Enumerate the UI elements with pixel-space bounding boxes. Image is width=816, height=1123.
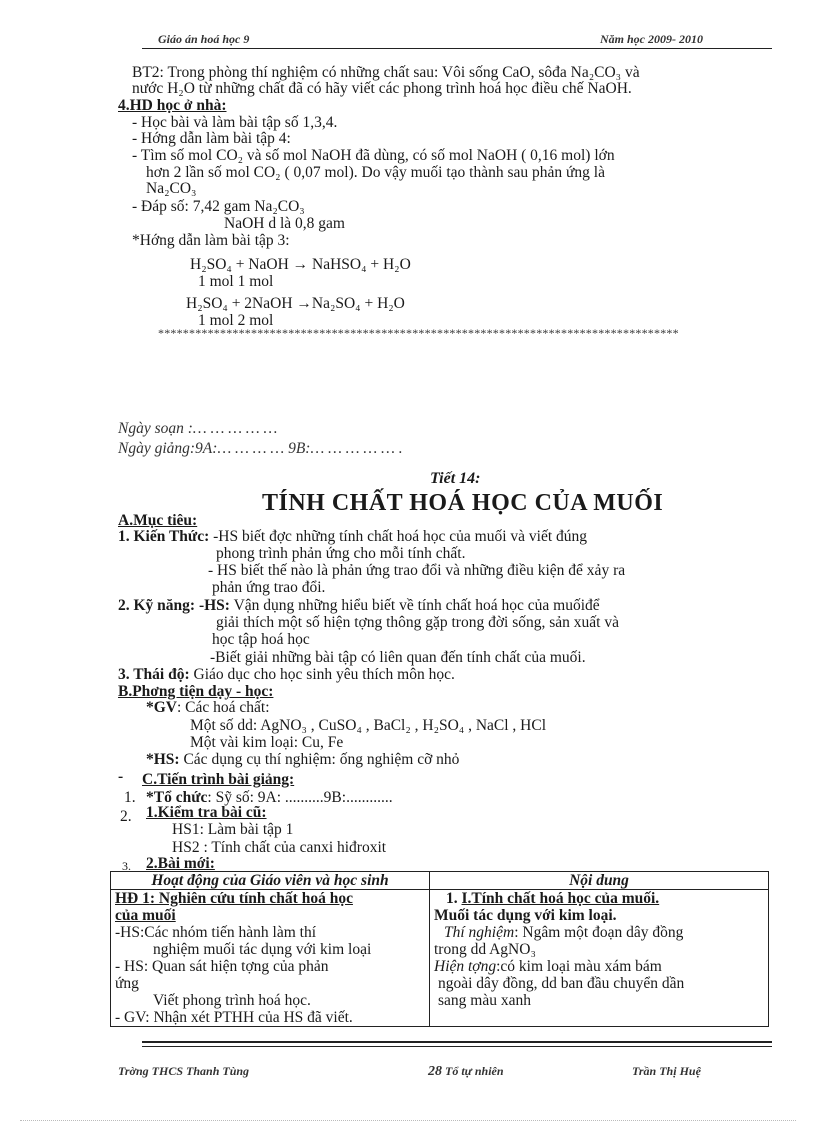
footer-group: Tổ tự nhiên <box>445 1064 504 1078</box>
organization-text: : Sỹ số: 9A: ..........9B:............ <box>207 789 393 806</box>
activity-line: - HS: Quan sát hiện tợng của phản <box>115 958 329 975</box>
attitude-label: 3. Thái độ: <box>118 666 190 683</box>
skills-text: Vận dụng những hiểu biết về tính chất hoá học của muốiđể <box>233 597 600 614</box>
lesson-title: TÍNH CHẤT HOÁ HỌC CỦA MUỐI <box>262 490 664 516</box>
skills-label: 2. Kỹ năng: <box>118 597 196 614</box>
table-header-row <box>111 872 769 890</box>
date-soan: Ngày soạn :… … … … … <box>118 420 278 437</box>
page-edge <box>20 1120 796 1121</box>
table-header-right: Nội dung <box>430 872 769 890</box>
process-bullet: - <box>118 768 124 785</box>
experiment-text: trong dd AgNO₃ <box>434 941 536 958</box>
knowledge-text: -HS biết đợc những tính chất hoá học của muối và viết đúng <box>213 528 588 545</box>
objectives-title: A.Mục tiêu: <box>118 512 198 529</box>
activity-line: -HS:Các nhóm tiến hành làm thí <box>115 924 317 941</box>
gv-text: : Các hoá chất: <box>177 699 270 716</box>
skills-text: giải thích một số hiện tợng thông gặp trong đời sống, sản xuất và <box>216 614 619 631</box>
activity-title-cont: của muối <box>115 907 176 924</box>
content-number: 1. <box>446 890 458 907</box>
organization-label: *Tổ chức <box>146 789 208 806</box>
hd-item: - Đáp số: 7,42 gam Na₂CO₃ <box>132 198 305 215</box>
date-giang: Ngày giảng:9A:… … … … 9B:… … … … … . <box>118 440 403 457</box>
knowledge-text: phong trình phản ứng cho mỗi tính chất. <box>216 545 466 562</box>
hd-item: - Tìm số mol CO₂ và số mol NaOH đã dùng, có số mol NaOH ( 0,16 mol) lớn <box>132 147 615 164</box>
gv-text: Một số dd: AgNO₃ , CuSO₄ , BaCl₂ , H₂SO₄ , NaCl , HCl <box>190 717 547 734</box>
list-number: 2. <box>120 808 132 825</box>
content-cell <box>430 890 769 1027</box>
activity-title: HĐ 1: Nghiên cứu tính chất hoá học <box>115 890 353 907</box>
check-title: 1.Kiểm tra bài cũ: <box>146 804 267 821</box>
phenomenon-text: sang màu xanh <box>438 992 531 1009</box>
activity-line: Viết phong trình hoá học. <box>153 992 311 1009</box>
stars-divider: ************************************************************************************ <box>158 326 679 340</box>
lesson-number: Tiết 14: <box>430 470 481 487</box>
table-header-left: Hoạt động của Giáo viên và học sinh <box>111 872 430 890</box>
footer-author: Trần Thị Huệ <box>632 1064 701 1078</box>
content-subtitle: Muối tác dụng với kim loại. <box>434 907 617 924</box>
content-title: I.Tính chất hoá học của muối. <box>461 890 660 907</box>
phenomenon-text: :có kim loại màu xám bám <box>496 958 662 975</box>
footer-rule <box>142 1041 772 1043</box>
phenomenon-label: Hiện tợng <box>434 958 497 975</box>
skills-text: học tập hoá học <box>212 631 310 648</box>
check-text: HS1: Làm bài tập 1 <box>172 821 294 838</box>
hd-item: - Hớng dẫn làm bài tập 4: <box>132 130 291 147</box>
knowledge-text: phản ứng trao đổi. <box>212 579 326 596</box>
header-left: Giáo án hoá học 9 <box>158 32 250 46</box>
activity-line: ứng <box>115 975 139 992</box>
hs-text: Các dụng cụ thí nghiệm: ống nghiệm cỡ nhỏ <box>183 751 460 768</box>
experiment-text: : Ngâm một đoạn dây đồng <box>514 924 684 941</box>
page-number: 28 <box>428 1064 442 1079</box>
check-text: HS2 : Tính chất của canxi hiđroxit <box>172 839 387 856</box>
means-title: B.Phơng tiện dạy - học: <box>118 683 274 700</box>
hd-item: Na₂CO₃ <box>146 180 197 197</box>
activity-line: - GV: Nhận xét PTHH của HS đã viết. <box>115 1009 353 1026</box>
hd-item: NaOH d là 0,8 gam <box>224 215 345 232</box>
equation-1-mol: 1 mol 1 mol <box>198 273 274 290</box>
experiment-label: Thí nghiệm <box>444 924 515 941</box>
gv-label: *GV <box>146 699 177 716</box>
lesson-table <box>110 871 769 1027</box>
hd-title: 4.HD học ở nhà: <box>118 97 227 114</box>
list-number: 1. <box>124 789 136 806</box>
equation-1: H₂SO₄ + NaOH → NaHSO₄ + H₂O <box>190 256 411 273</box>
activity-line: nghiệm muối tác dụng với kim loại <box>153 941 372 958</box>
attitude-text: Giáo dục cho học sinh yêu thích môn học. <box>193 666 455 683</box>
phenomenon-text: ngoài dây đồng, dd ban đầu chuyển dần <box>438 975 685 992</box>
bt2-line-2: nước H₂O từ những chất đã có hãy viết các phong trình hoá học điều chế NaOH. <box>132 80 632 97</box>
list-number: 3. <box>122 859 131 873</box>
knowledge-label: 1. Kiến Thức: <box>118 528 210 545</box>
equation-2-mol: 1 mol 2 mol <box>198 312 274 329</box>
knowledge-text: - HS biết thế nào là phản ứng trao đổi và những điều kiện để xảy ra <box>208 562 626 579</box>
header-rule <box>142 48 772 49</box>
hs-label: *HS: <box>146 751 180 768</box>
table-row <box>111 890 769 1027</box>
hd-item: - Học bài và làm bài tập số 1,3,4. <box>132 114 338 131</box>
equation-2: H₂SO₄ + 2NaOH →Na₂SO₄ + H₂O <box>186 295 405 312</box>
bt2-line-1: BT2: Trong phòng thí nghiệm có những chất sau: Vôi sống CaO, sôđa Na₂CO₃ và <box>132 64 640 81</box>
footer-rule-thin <box>142 1046 772 1047</box>
skills-hs-label: -HS: <box>198 597 230 614</box>
skills-text: -Biết giải những bài tập có liên quan đến tính chất của muối. <box>210 649 586 666</box>
new-lesson-title: 2.Bài mới: <box>146 855 215 872</box>
footer-school: Trờng THCS Thanh Tùng <box>118 1064 250 1078</box>
activity-cell <box>111 890 430 1027</box>
header-right: Năm học 2009- 2010 <box>600 32 703 46</box>
gv-text: Một vài kim loại: Cu, Fe <box>190 734 344 751</box>
hd-item: *Hớng dẫn làm bài tập 3: <box>132 232 290 249</box>
hd-item: hơn 2 lần số mol CO₂ ( 0,07 mol). Do vậy muối tạo thành sau phản ứng là <box>146 164 605 181</box>
process-title: C.Tiến trình bài giảng: <box>142 771 295 788</box>
